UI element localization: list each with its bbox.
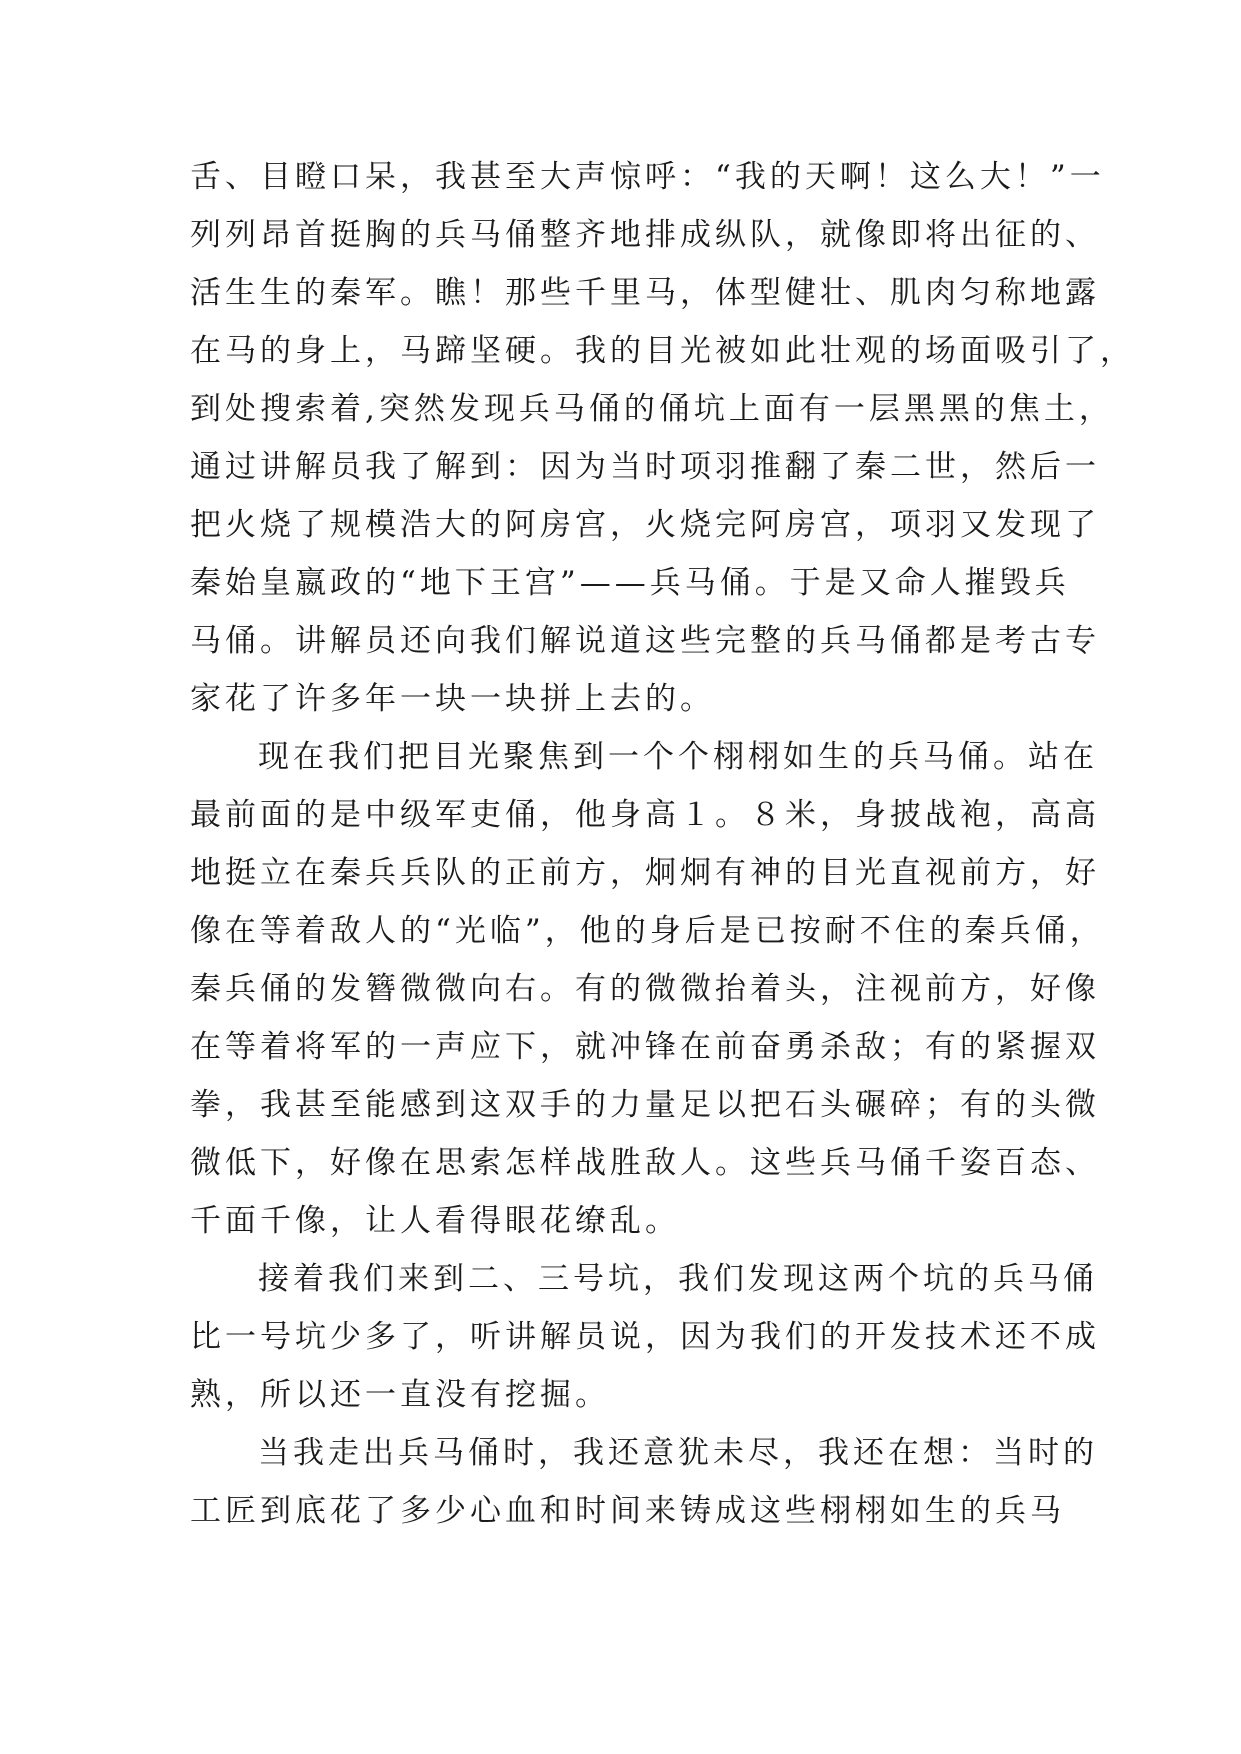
text-line-22: 熟，所以还一直没有挖掘。: [190, 1377, 610, 1413]
text-line-13: 地挺立在秦兵兵队的正前方，炯炯有神的目光直视前方，好: [190, 855, 1100, 891]
text-line-24: 工匠到底花了多少心血和时间来铸成这些栩栩如生的兵马: [190, 1493, 1065, 1529]
text-line-15: 秦兵俑的发簪微微向右。有的微微抬着头，注视前方，好像: [190, 971, 1100, 1007]
text-line-21: 比一号坑少多了，听讲解员说，因为我们的开发技术还不成: [190, 1319, 1100, 1355]
text-line-16: 在等着将军的一声应下，就冲锋在前奋勇杀敌；有的紧握双: [190, 1029, 1100, 1065]
text-line-6: 通过讲解员我了解到：因为当时项羽推翻了秦二世，然后一: [190, 449, 1100, 485]
text-line-17: 拳，我甚至能感到这双手的力量足以把石头碾碎；有的头微: [190, 1087, 1100, 1123]
paragraph-start-line: 接着我们来到二、三号坑，我们发现这两个坑的兵马俑: [258, 1261, 1098, 1297]
text-line-10: 家花了许多年一块一块拼上去的。: [190, 681, 715, 717]
text-line-1: 舌、目瞪口呆，我甚至大声惊呼：“我的天啊！这么大！”一: [190, 159, 1105, 195]
text-line-19: 千面千像，让人看得眼花缭乱。: [190, 1203, 680, 1239]
paragraph-start-line: 当我走出兵马俑时，我还意犹未尽，我还在想：当时的: [258, 1435, 1098, 1471]
text-line-5: 到处搜索着,突然发现兵马俑的俑坑上面有一层黑黑的焦土，: [190, 391, 1114, 427]
text-line-14: 像在等着敌人的“光临”，他的身后是已按耐不住的秦兵俑，: [190, 913, 1105, 949]
text-line-18: 微低下，好像在思索怎样战胜敌人。这些兵马俑千姿百态、: [190, 1145, 1100, 1181]
text-line-9: 马俑。讲解员还向我们解说道这些完整的兵马俑都是考古专: [190, 623, 1100, 659]
text-line-4: 在马的身上，马蹄坚硬。我的目光被如此壮观的场面吸引了，: [190, 333, 1135, 369]
text-line-2: 列列昂首挺胸的兵马俑整齐地排成纵队，就像即将出征的、: [190, 217, 1100, 253]
text-line-7: 把火烧了规模浩大的阿房宫，火烧完阿房宫，项羽又发现了: [190, 507, 1100, 543]
document-body: [190, 148, 1135, 1540]
text-line-12: 最前面的是中级军吏俑，他身高１。８米，身披战袍，高高: [190, 797, 1100, 833]
paragraph-start-line: 现在我们把目光聚焦到一个个栩栩如生的兵马俑。站在: [258, 739, 1098, 775]
text-line-3: 活生生的秦军。瞧！那些千里马，体型健壮、肌肉匀称地露: [190, 275, 1100, 311]
text-line-8: 秦始皇嬴政的“地下王宫”——兵马俑。于是又命人摧毁兵: [190, 565, 1070, 601]
